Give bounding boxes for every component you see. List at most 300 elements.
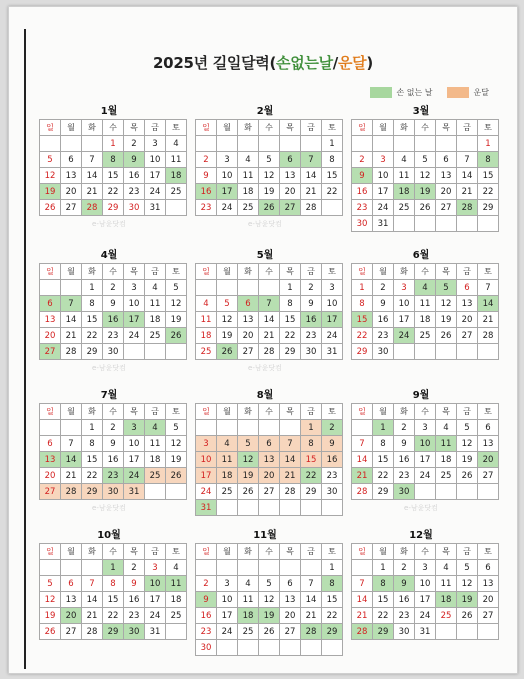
day-cell: 2 [124, 560, 145, 576]
day-cell: 29 [373, 484, 394, 500]
weekday-header: 토 [322, 264, 343, 280]
day-cell: 23 [373, 328, 394, 344]
week-row [196, 608, 343, 624]
week-row [352, 576, 499, 592]
day-cell: 22 [373, 608, 394, 624]
week-row [196, 200, 343, 216]
day-cell: 25 [166, 608, 187, 624]
weekday-header: 일 [196, 264, 217, 280]
empty-cell [457, 344, 478, 360]
weekday-header: 목 [280, 544, 301, 560]
weekday-header: 일 [352, 404, 373, 420]
empty-cell [394, 136, 415, 152]
watermark [351, 643, 491, 652]
day-cell: 11 [166, 576, 187, 592]
day-cell: 24 [145, 184, 166, 200]
day-cell: 4 [145, 420, 166, 436]
day-cell: 16 [373, 312, 394, 328]
day-cell: 9 [103, 436, 124, 452]
day-cell: 3 [124, 420, 145, 436]
day-cell: 25 [145, 328, 166, 344]
week-row [352, 484, 499, 500]
week-row [40, 420, 187, 436]
day-cell: 7 [301, 152, 322, 168]
day-cell: 18 [145, 452, 166, 468]
week-row [352, 468, 499, 484]
day-cell: 27 [40, 344, 61, 360]
day-cell: 26 [436, 328, 457, 344]
day-cell: 3 [196, 436, 217, 452]
week-row [40, 608, 187, 624]
day-cell: 14 [301, 168, 322, 184]
day-cell: 1 [373, 560, 394, 576]
day-cell: 26 [166, 328, 187, 344]
week-row [196, 500, 343, 516]
day-cell: 4 [238, 576, 259, 592]
day-cell: 9 [301, 296, 322, 312]
day-cell: 20 [40, 328, 61, 344]
weekday-header: 월 [373, 264, 394, 280]
day-cell: 7 [457, 152, 478, 168]
day-cell: 30 [394, 624, 415, 640]
empty-cell [196, 420, 217, 436]
day-cell: 10 [373, 168, 394, 184]
weekday-header: 금 [145, 264, 166, 280]
week-row [352, 420, 499, 436]
day-cell: 2 [196, 152, 217, 168]
month-table [351, 543, 499, 640]
day-cell: 21 [82, 184, 103, 200]
weekday-header: 목 [436, 264, 457, 280]
day-cell: 22 [280, 328, 301, 344]
weekday-header: 금 [301, 120, 322, 136]
empty-cell [40, 136, 61, 152]
day-cell: 16 [196, 184, 217, 200]
day-cell: 21 [61, 468, 82, 484]
weekday-header: 수 [415, 264, 436, 280]
day-cell: 8 [352, 296, 373, 312]
day-cell: 14 [61, 452, 82, 468]
empty-cell [145, 484, 166, 500]
day-cell: 26 [217, 344, 238, 360]
empty-cell [217, 420, 238, 436]
weekday-header: 토 [166, 544, 187, 560]
legend-item-son-eomneun-nal [370, 87, 433, 98]
month-calendar [195, 529, 338, 668]
day-cell: 12 [457, 576, 478, 592]
day-cell: 24 [196, 484, 217, 500]
weekday-header: 토 [478, 544, 499, 560]
weekday-header: 일 [40, 404, 61, 420]
watermark [351, 363, 491, 372]
day-cell: 27 [436, 200, 457, 216]
day-cell: 23 [103, 328, 124, 344]
day-cell: 8 [322, 152, 343, 168]
weekday-header: 토 [478, 120, 499, 136]
weekday-header: 목 [280, 120, 301, 136]
month-calendar [39, 389, 182, 512]
day-cell: 7 [352, 436, 373, 452]
day-cell: 19 [166, 312, 187, 328]
week-row [352, 280, 499, 296]
month-title: 7월 [100, 390, 118, 401]
week-row [352, 436, 499, 452]
empty-cell [238, 136, 259, 152]
day-cell: 16 [394, 592, 415, 608]
day-cell: 29 [478, 200, 499, 216]
week-row [196, 468, 343, 484]
day-cell: 17 [415, 452, 436, 468]
weekday-header: 일 [40, 264, 61, 280]
legend-swatch-green [370, 87, 392, 98]
week-row [352, 608, 499, 624]
day-cell: 4 [415, 280, 436, 296]
week-row [196, 136, 343, 152]
day-cell: 11 [394, 168, 415, 184]
day-cell: 14 [478, 296, 499, 312]
day-cell: 9 [196, 168, 217, 184]
empty-cell [280, 420, 301, 436]
day-cell: 20 [238, 328, 259, 344]
day-cell: 29 [82, 344, 103, 360]
week-row [352, 184, 499, 200]
title-undal: 운달 [337, 54, 367, 72]
weekday-header: 일 [196, 120, 217, 136]
day-cell: 17 [415, 592, 436, 608]
day-cell: 29 [280, 344, 301, 360]
title-suffix: ) [366, 54, 373, 72]
day-cell: 14 [352, 592, 373, 608]
watermark [351, 235, 491, 244]
empty-cell [217, 136, 238, 152]
week-row [40, 560, 187, 576]
day-cell: 16 [301, 312, 322, 328]
legend-swatch-orange [447, 87, 469, 98]
day-cell: 9 [394, 436, 415, 452]
month-table [351, 119, 499, 232]
day-cell: 16 [352, 184, 373, 200]
weekday-header: 화 [82, 264, 103, 280]
week-row [352, 328, 499, 344]
day-cell: 31 [145, 200, 166, 216]
day-cell: 13 [61, 168, 82, 184]
day-cell: 7 [280, 436, 301, 452]
day-cell: 24 [217, 200, 238, 216]
day-cell: 3 [124, 280, 145, 296]
weekday-header: 일 [196, 544, 217, 560]
day-cell: 10 [415, 436, 436, 452]
day-cell: 19 [166, 452, 187, 468]
day-cell: 8 [373, 436, 394, 452]
weekday-header: 일 [352, 264, 373, 280]
day-cell: 21 [82, 608, 103, 624]
empty-cell [280, 640, 301, 656]
empty-cell [82, 136, 103, 152]
weekday-header: 토 [478, 404, 499, 420]
day-cell: 9 [352, 168, 373, 184]
week-row [40, 296, 187, 312]
day-cell: 5 [40, 152, 61, 168]
day-cell: 26 [40, 624, 61, 640]
day-cell: 17 [322, 312, 343, 328]
empty-cell [124, 344, 145, 360]
week-row [352, 296, 499, 312]
empty-cell [196, 136, 217, 152]
day-cell: 6 [61, 152, 82, 168]
week-row [40, 344, 187, 360]
weekday-header: 금 [145, 120, 166, 136]
day-cell: 16 [196, 608, 217, 624]
day-cell: 18 [166, 168, 187, 184]
day-cell: 28 [301, 624, 322, 640]
month-table [39, 543, 187, 640]
weekday-header: 목 [436, 404, 457, 420]
week-row [352, 200, 499, 216]
empty-cell [238, 280, 259, 296]
day-cell: 1 [103, 136, 124, 152]
day-cell: 9 [322, 436, 343, 452]
week-row [196, 560, 343, 576]
day-cell: 26 [457, 608, 478, 624]
day-cell: 24 [124, 468, 145, 484]
weekday-header: 수 [259, 120, 280, 136]
day-cell: 18 [166, 592, 187, 608]
month-calendar [195, 249, 338, 372]
weekday-header: 수 [415, 120, 436, 136]
day-cell: 12 [166, 436, 187, 452]
month-table [351, 263, 499, 360]
empty-cell [82, 560, 103, 576]
empty-cell [259, 136, 280, 152]
empty-cell [61, 420, 82, 436]
week-row [352, 624, 499, 640]
empty-cell [301, 500, 322, 516]
day-cell: 8 [82, 436, 103, 452]
day-cell: 24 [394, 328, 415, 344]
day-cell: 5 [457, 420, 478, 436]
day-cell: 7 [259, 296, 280, 312]
day-cell: 20 [478, 592, 499, 608]
month-calendar [39, 105, 182, 228]
watermark: e-남윤닷컴 [92, 504, 126, 512]
empty-cell [394, 344, 415, 360]
watermark [195, 519, 335, 528]
day-cell: 11 [196, 312, 217, 328]
day-cell: 24 [373, 200, 394, 216]
weekday-header: 월 [373, 120, 394, 136]
day-cell: 22 [82, 328, 103, 344]
day-cell: 23 [322, 468, 343, 484]
day-cell: 14 [82, 592, 103, 608]
month-table [39, 119, 187, 216]
day-cell: 12 [40, 592, 61, 608]
month-calendar [351, 529, 494, 652]
empty-cell [40, 560, 61, 576]
day-cell: 29 [373, 624, 394, 640]
day-cell: 13 [238, 312, 259, 328]
day-cell: 10 [322, 296, 343, 312]
day-cell: 23 [394, 608, 415, 624]
day-cell: 2 [103, 280, 124, 296]
week-row [196, 312, 343, 328]
day-cell: 12 [40, 168, 61, 184]
day-cell: 3 [415, 560, 436, 576]
empty-cell [415, 344, 436, 360]
weekday-header: 토 [166, 264, 187, 280]
day-cell: 13 [40, 312, 61, 328]
week-row [40, 592, 187, 608]
week-row [196, 328, 343, 344]
day-cell: 8 [322, 576, 343, 592]
day-cell: 5 [217, 296, 238, 312]
day-cell: 1 [478, 136, 499, 152]
empty-cell [415, 484, 436, 500]
day-cell: 22 [373, 468, 394, 484]
day-cell: 6 [478, 420, 499, 436]
day-cell: 28 [259, 344, 280, 360]
weekday-header: 금 [301, 264, 322, 280]
week-row [40, 452, 187, 468]
month-title: 9월 [412, 390, 430, 401]
watermark: e-남윤닷컴 [404, 504, 438, 512]
day-cell: 12 [436, 296, 457, 312]
day-cell: 23 [394, 468, 415, 484]
week-row [40, 280, 187, 296]
weekday-header: 금 [457, 404, 478, 420]
empty-cell [61, 136, 82, 152]
day-cell: 10 [124, 436, 145, 452]
month-table [195, 543, 343, 656]
day-cell: 23 [352, 200, 373, 216]
day-cell: 1 [103, 560, 124, 576]
empty-cell [61, 560, 82, 576]
month-title: 3월 [412, 106, 430, 117]
day-cell: 11 [166, 152, 187, 168]
day-cell: 14 [280, 452, 301, 468]
day-cell: 13 [259, 452, 280, 468]
day-cell: 6 [280, 576, 301, 592]
week-row [196, 296, 343, 312]
empty-cell [40, 280, 61, 296]
empty-cell [352, 136, 373, 152]
day-cell: 22 [478, 184, 499, 200]
day-cell: 3 [145, 560, 166, 576]
week-row [40, 312, 187, 328]
day-cell: 11 [436, 576, 457, 592]
day-cell: 19 [259, 608, 280, 624]
day-cell: 15 [82, 312, 103, 328]
empty-cell [478, 484, 499, 500]
month-calendar [351, 249, 494, 372]
day-cell: 13 [457, 296, 478, 312]
week-row [196, 168, 343, 184]
day-cell: 11 [238, 592, 259, 608]
day-cell: 18 [217, 468, 238, 484]
day-cell: 2 [322, 420, 343, 436]
watermark: e-남윤닷컴 [92, 220, 126, 228]
empty-cell [217, 560, 238, 576]
month-table [351, 403, 499, 500]
day-cell: 1 [373, 420, 394, 436]
weekday-header: 화 [82, 120, 103, 136]
watermark: e-남윤닷컴 [248, 364, 282, 372]
day-cell: 4 [145, 280, 166, 296]
day-cell: 30 [352, 216, 373, 232]
empty-cell [238, 640, 259, 656]
weekday-header: 목 [280, 404, 301, 420]
weekday-header: 토 [166, 404, 187, 420]
weekday-header: 수 [259, 264, 280, 280]
weekday-header: 목 [124, 404, 145, 420]
calendar-page [8, 6, 518, 674]
empty-cell [280, 560, 301, 576]
day-cell: 21 [301, 184, 322, 200]
empty-cell [259, 420, 280, 436]
weekday-header: 수 [103, 264, 124, 280]
day-cell: 25 [238, 200, 259, 216]
day-cell: 12 [259, 168, 280, 184]
empty-cell [280, 500, 301, 516]
month-table [39, 403, 187, 500]
day-cell: 3 [217, 152, 238, 168]
week-row [40, 576, 187, 592]
day-cell: 16 [322, 452, 343, 468]
day-cell: 15 [280, 312, 301, 328]
weekday-header: 수 [103, 120, 124, 136]
weekday-header: 화 [82, 544, 103, 560]
week-row [40, 624, 187, 640]
day-cell: 15 [103, 592, 124, 608]
day-cell: 7 [478, 280, 499, 296]
empty-cell [457, 216, 478, 232]
day-cell: 3 [217, 576, 238, 592]
month-table [195, 263, 343, 360]
day-cell: 21 [352, 608, 373, 624]
empty-cell [217, 500, 238, 516]
empty-cell [61, 280, 82, 296]
week-row [196, 436, 343, 452]
legend-item-undal [447, 87, 489, 98]
weekday-header: 목 [280, 264, 301, 280]
day-cell: 7 [82, 152, 103, 168]
day-cell: 17 [394, 312, 415, 328]
day-cell: 6 [259, 436, 280, 452]
day-cell: 9 [373, 296, 394, 312]
day-cell: 15 [352, 312, 373, 328]
day-cell: 25 [166, 184, 187, 200]
empty-cell [259, 560, 280, 576]
day-cell: 22 [301, 468, 322, 484]
month-calendar [39, 249, 182, 372]
day-cell: 6 [40, 436, 61, 452]
day-cell: 7 [82, 576, 103, 592]
weekday-header: 수 [415, 404, 436, 420]
day-cell: 17 [217, 184, 238, 200]
day-cell: 24 [322, 328, 343, 344]
week-row [40, 484, 187, 500]
weekday-header: 화 [238, 264, 259, 280]
day-cell: 8 [373, 576, 394, 592]
day-cell: 30 [103, 344, 124, 360]
weekday-header: 일 [352, 544, 373, 560]
day-cell: 5 [259, 576, 280, 592]
day-cell: 25 [238, 624, 259, 640]
day-cell: 20 [436, 184, 457, 200]
day-cell: 28 [61, 484, 82, 500]
day-cell: 17 [196, 468, 217, 484]
weekday-header: 목 [124, 264, 145, 280]
day-cell: 20 [457, 312, 478, 328]
